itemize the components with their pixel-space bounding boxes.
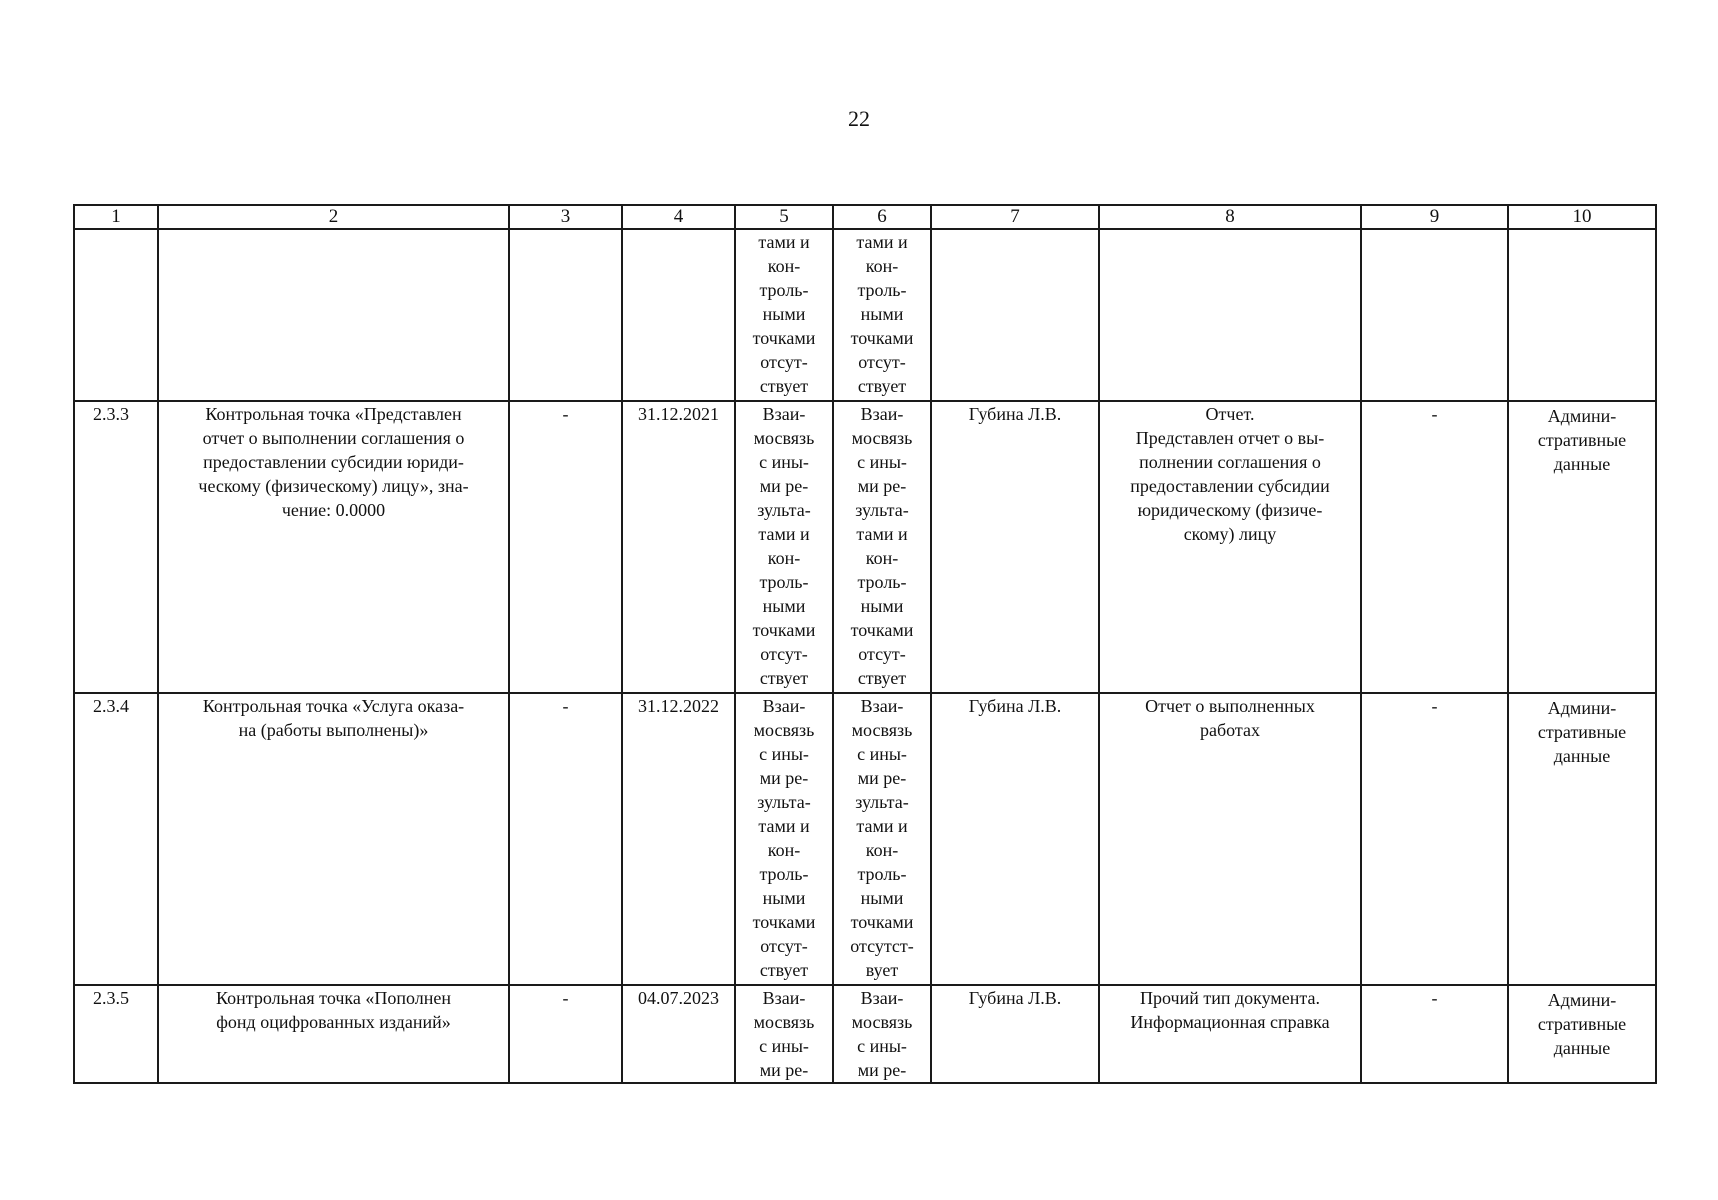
milestone-name: Контрольная точка «Услуга оказа- на (работы выполнены)» [158,693,509,985]
document-type: Прочий тип документа. Информационная справка [1099,985,1361,1083]
column-header: 8 [1099,205,1361,229]
dash-cell: - [509,693,622,985]
column-header: 5 [735,205,833,229]
empty-cell [158,229,509,401]
empty-cell [74,229,158,401]
relation-cell: Взаи- мосвязь с ины- ми ре- зульта- тами и кон- троль- ными точками отсутст- вует [833,693,931,985]
data-source: Админи- стративные данные [1508,693,1656,985]
relation-cell: Взаи- мосвязь с ины- ми ре- [735,985,833,1083]
empty-cell [931,229,1099,401]
page-number: 22 [848,106,870,131]
column-header: 4 [622,205,735,229]
dash-cell: - [509,401,622,693]
column-header: 7 [931,205,1099,229]
due-date: 31.12.2021 [622,401,735,693]
column-header: 9 [1361,205,1508,229]
empty-cell [1099,229,1361,401]
dash-cell: - [1361,693,1508,985]
dash-cell: - [509,985,622,1083]
milestones-table [73,204,1657,1084]
empty-cell [1508,229,1656,401]
empty-cell [622,229,735,401]
column-header: 6 [833,205,931,229]
relation-cell: Взаи- мосвязь с ины- ми ре- зульта- тами и кон- троль- ными точками отсут- ствует [833,401,931,693]
row-number: 2.3.4 [74,693,158,985]
milestone-name: Контрольная точка «Представлен отчет о выполнении соглашения о предоставлении субсидии юриди- ческому (физическому) лицу», зна- чение: 0.0000 [158,401,509,693]
relation-cell: Взаи- мосвязь с ины- ми ре- зульта- тами и кон- троль- ными точками отсут- ствует [735,401,833,693]
relation-cell: Взаи- мосвязь с ины- ми ре- [833,985,931,1083]
due-date: 04.07.2023 [622,985,735,1083]
column-header: 3 [509,205,622,229]
milestone-name: Контрольная точка «Пополнен фонд оцифрованных изданий» [158,985,509,1083]
row-number: 2.3.3 [74,401,158,693]
responsible-person: Губина Л.В. [931,985,1099,1083]
responsible-person: Губина Л.В. [931,401,1099,693]
relation-cell: Взаи- мосвязь с ины- ми ре- зульта- тами и кон- троль- ными точками отсут- ствует [735,693,833,985]
empty-cell [509,229,622,401]
column-number-row [74,205,1656,229]
dash-cell: - [1361,401,1508,693]
document-type: Отчет о выполненных работах [1099,693,1361,985]
relation-cell: тами и кон- троль- ными точками отсут- ствует [833,229,931,401]
column-header: 1 [74,205,158,229]
row-number: 2.3.5 [74,985,158,1083]
table-row [74,693,1656,985]
column-header: 10 [1508,205,1656,229]
due-date: 31.12.2022 [622,693,735,985]
table-row [74,401,1656,693]
dash-cell: - [1361,985,1508,1083]
data-source: Админи- стративные данные [1508,985,1656,1083]
column-header: 2 [158,205,509,229]
table-row-continuation [74,229,1656,401]
empty-cell [1361,229,1508,401]
document-type: Отчет. Представлен отчет о вы- полнении соглашения о предоставлении субсидии юридическому (физиче- скому) лицу [1099,401,1361,693]
relation-cell: тами и кон- троль- ными точками отсут- ствует [735,229,833,401]
table-row [74,985,1656,1083]
responsible-person: Губина Л.В. [931,693,1099,985]
data-source: Админи- стративные данные [1508,401,1656,693]
